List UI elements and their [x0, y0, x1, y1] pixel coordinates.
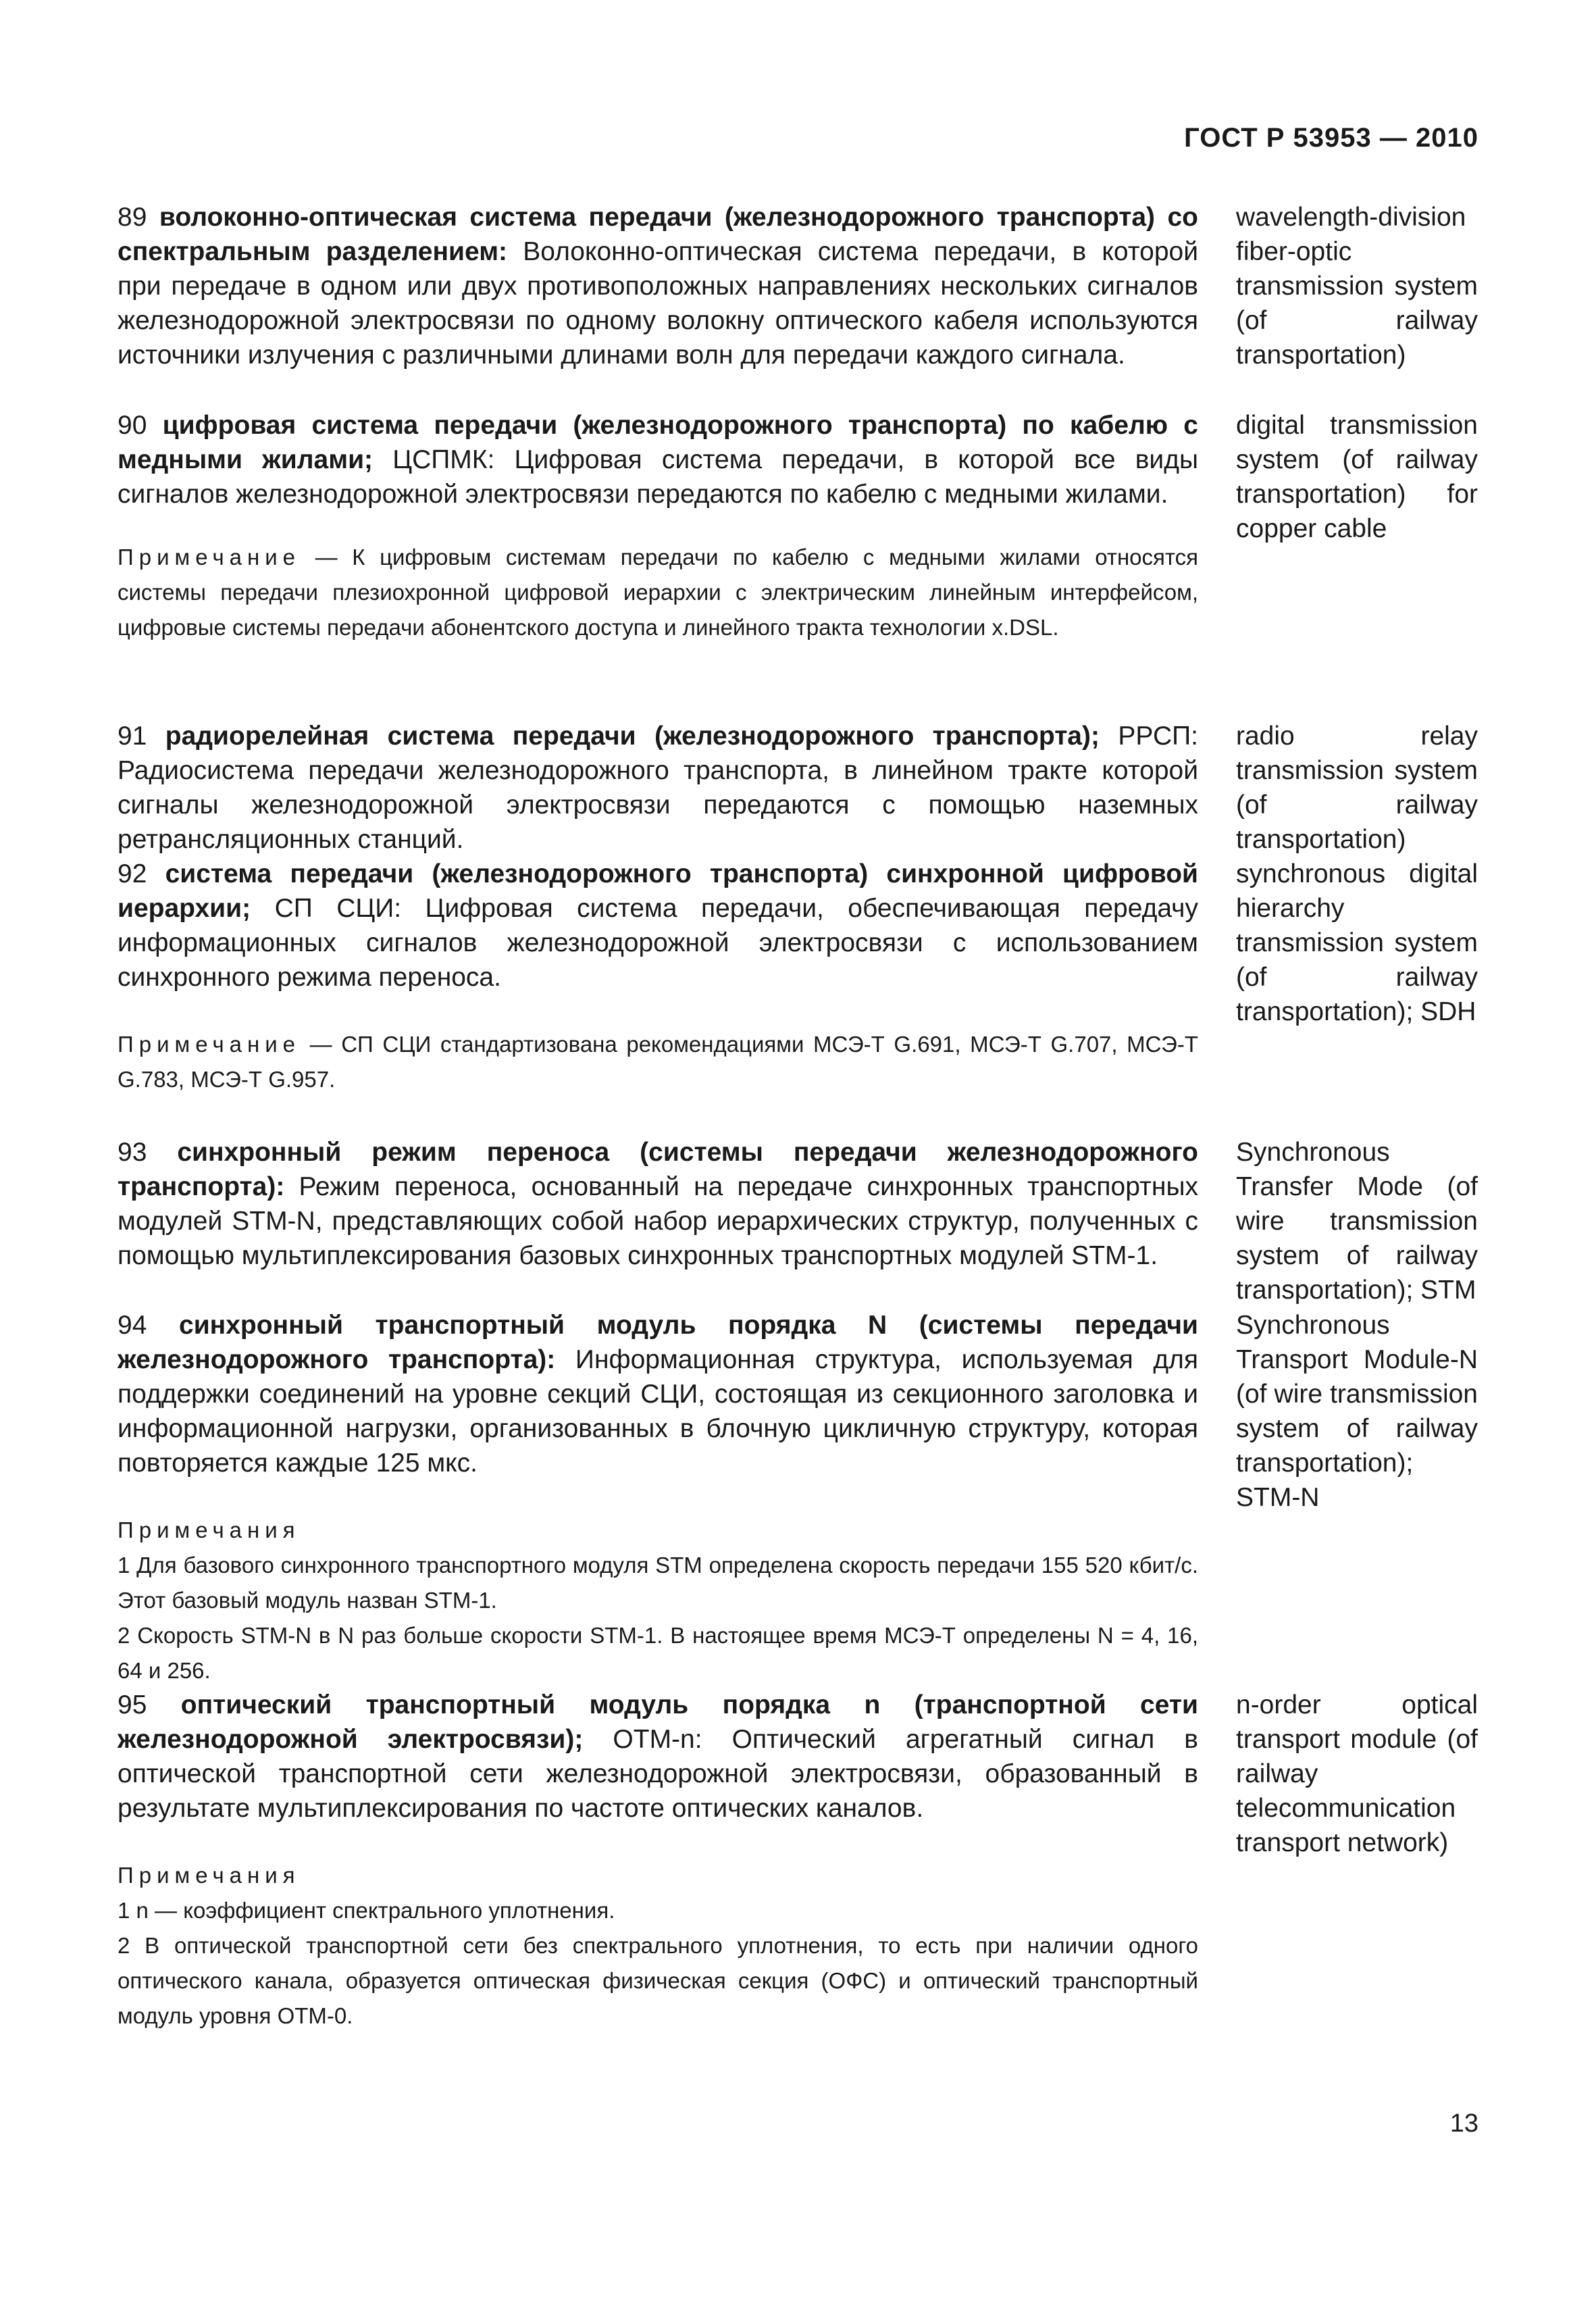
english-term: n-order optical transport module (of railway telecommunication transport network): [1236, 1690, 1478, 1857]
entry-number: 93: [118, 1138, 147, 1167]
entry-90: [118, 408, 1198, 645]
note-item: 2 Скорость STM-N в N раз больше скорости STM-1. В настоящее время МСЭ-Т определены N = 4, 16, 64 и 256.: [118, 1623, 1198, 1683]
entry-92-english: [1236, 857, 1478, 1029]
entry-94: [118, 1308, 1198, 1688]
term: система передачи (железнодорожного транспорта) синхронной цифровой иерархии;: [118, 859, 1198, 923]
definition: ЦСПМК: Цифровая система передачи, в которой все виды сигналов железнодорожной электросвязи передаются по кабелю с медными жилами.: [118, 445, 1199, 509]
entry-number: 90: [118, 411, 147, 440]
entry-94-text: [118, 1308, 1198, 1480]
entry-93-english: [1236, 1135, 1478, 1307]
term: цифровая система передачи (железнодорожного транспорта) по кабелю с медными жилами;: [118, 411, 1198, 474]
note-text: — СП СЦИ стандартизована рекомендациями МСЭ-Т G.691, МСЭ-Т G.707, МСЭ-Т G.783, МСЭ-Т G.957.: [118, 1032, 1198, 1092]
term: синхронный транспортный модуль порядка N (системы передачи железнодорожного транспорта):: [118, 1311, 1199, 1374]
note: [118, 1027, 1198, 1097]
term: синхронный режим переноса (системы передачи железнодорожного транспорта):: [118, 1138, 1198, 1201]
entry-92-text: [118, 857, 1198, 995]
entry-90-text: [118, 408, 1198, 511]
english-term: synchronous digital hierarchy transmission system (of railway transportation); SDH: [1236, 859, 1478, 1026]
term: волоконно-оптическая система передачи (железнодорожного транспорта) со спектральным разделением:: [118, 203, 1198, 266]
entry-90-english: [1236, 408, 1478, 546]
definition: Волоконно-оптическая система передачи, в которой при передаче в одном или двух противоположных направлениях нескольких сигналов железнодорожной электросвязи по одному волокну оптического кабеля используются источники излучения с различными длинами волн для передачи каждого сигнала.: [118, 237, 1198, 370]
english-term: Synchronous Transport Module-N (of wire transmission system of railway transportation); STM-N: [1236, 1311, 1478, 1512]
entry-94-english: [1236, 1308, 1478, 1515]
term: радиорелейная система передачи (железнодорожного транспорта);: [165, 722, 1100, 751]
definition: Информационная структура, используемая для поддержки соединений на уровне секций СЦИ, состоящая из секционного заголовка и информационной нагрузки, организованных в блочную цикличную структуру, которая повторяется каждые 125 мкс.: [118, 1345, 1198, 1478]
entry-number: 94: [118, 1311, 147, 1340]
page-number: 13: [1449, 2109, 1478, 2138]
entry-95: [118, 1688, 1198, 2034]
definition: Режим переноса, основанный на передаче синхронных транспортных модулей STM-N, представляющих собой набор иерархических структур, полученных с помощью мультиплексирования базовых синхронных транспортных модулей STM-1.: [118, 1172, 1198, 1270]
entry-89-text: [118, 200, 1198, 372]
english-term: radio relay transmission system (of railway transportation): [1236, 722, 1478, 854]
entry-number: 91: [118, 722, 147, 751]
definition: ОТМ-n: Оптический агрегатный сигнал в оптической транспортной сети железнодорожной электросвязи, образованный в результате мультиплексирования по частоте оптических каналов.: [118, 1725, 1199, 1823]
definition: РРСП: Радиосистема передачи железнодорожного транспорта, в линейном тракте которой сигналы железнодорожной электросвязи передаются с помощью наземных ретрансляционных станций.: [118, 722, 1198, 854]
entry-number: 92: [118, 859, 147, 888]
entry-91-text: [118, 719, 1198, 857]
entry-89-english: [1236, 200, 1478, 372]
note-label: Примечание: [118, 1032, 301, 1057]
term: оптический транспортный модуль порядка n (транспортной сети железнодорожной электросвязи);: [118, 1690, 1198, 1754]
note: [118, 540, 1198, 645]
note-item: 1 Для базового синхронного транспортного модуля STM определена скорость передачи 155 520 кбит/с. Этот базовый модуль назван STM-1.: [118, 1553, 1198, 1613]
note-label: Примечание: [118, 545, 301, 570]
entry-91: [118, 719, 1198, 857]
note-text: — К цифровым системам передачи по кабелю с медными жилами относятся системы передачи плезиохронной цифровой иерархии с электрическим линейным интерфейсом, цифровые системы передачи абонентского доступа и линейного тракта технологии x.DSL.: [118, 545, 1199, 640]
entry-93: [118, 1135, 1198, 1273]
entry-95-text: [118, 1688, 1198, 1826]
entry-91-english: [1236, 719, 1478, 857]
entry-92: [118, 857, 1198, 1097]
notes-label: Примечания: [118, 1863, 301, 1888]
definition: СП СЦИ: Цифровая система передачи, обеспечивающая передачу информационных сигналов железнодорожной электросвязи с использованием синхронного режима переноса.: [118, 894, 1198, 992]
entry-number: 95: [118, 1690, 147, 1719]
entry-93-text: [118, 1135, 1198, 1273]
note-item: 1 n — коэффициент спектрального уплотнения.: [118, 1898, 615, 1923]
entry-95-english: [1236, 1688, 1478, 1860]
document-header: ГОСТ Р 53953 — 2010: [1184, 123, 1478, 153]
note-item: 2 В оптической транспортной сети без спектрального уплотнения, то есть при наличии одного оптического канала, образуется оптическая физическая секция (ОФС) и оптический транспортный модуль уровня ОТМ-0.: [118, 1933, 1198, 2028]
english-term: wavelength-division fiber-optic transmission system (of railway transportation): [1236, 203, 1478, 370]
english-term: digital transmission system (of railway transportation) for copper cable: [1236, 411, 1478, 543]
entry-number: 89: [118, 203, 147, 232]
english-term: Synchronous Transfer Mode (of wire transmission system of railway transportation); STM: [1236, 1138, 1478, 1305]
notes-label: Примечания: [118, 1517, 301, 1542]
entry-89: [118, 200, 1198, 372]
